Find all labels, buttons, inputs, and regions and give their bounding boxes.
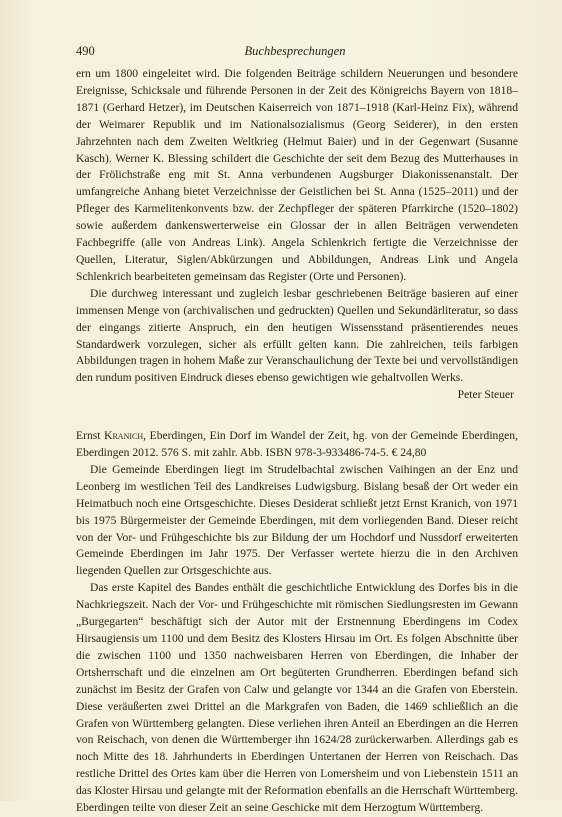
page-number: 490 [76, 44, 95, 58]
review2-paragraph-2: Das erste Kapitel des Bandes enthält die geschichtliche Entwicklung des Dorfes bis in die Nachkriegszeit. Nach der Vor- und Frühgeschichte mit römischen Siedlungsresten im Gewann „Burgegarten“ beschäftigt sich der Autor mit der Erstnennung Eberdingens im Codex Hirsaugiensis um 1100 und dem Besitz des Klosters Hirsau im Ort. Es folgen Abschnitte über die zwischen 1100 und 1350 nachweisbaren Herren von Eberdingen, die Inhaber der Ortsherrschaft und die einzelnen am Ort begüterten Grundherren. Eberdingen befand sich zunächst im Besitz der Grafen von Calw und gelangte vor 1344 an die Grafen von Eberstein. Diese veräußerten zwei Drittel an die Markgrafen von Baden, die 1469 schließlich an die Grafen von Württemberg gelangten. Diese verliehen ihren Anteil an Eberdingen an die Herren von Reischach, von denen die Württemberger ihn 1624/28 zurückerwarben. Allerdings gab es noch Mitte des 18. Jahrhunderts in Eberdingen Untertanen der Herren von Reischach. Das restliche Drittel des Ortes kam über die Herren von Lomersheim und von Liebenstein 1511 an das Kloster Hirsau und gelangte mit der Reformation ebenfalls an die Herrschaft Württemberg. Eberdingen teilte von dieser Zeit an seine Geschicke mit dem Herzogtum Württemberg. [76, 581, 518, 815]
page-body [76, 66, 518, 817]
citation-details: , Eberdingen, Ein Dorf im Wandel der Zeit, hg. von der Gemeinde Eberdingen, Eberdingen 2012. 576 S. mit zahlr. Abb. ISBN 978-3-933486-74-5. € 24,80 [76, 429, 518, 460]
book-citation [76, 428, 518, 462]
citation-first-name: Ernst [76, 429, 105, 443]
citation-author: Kranich [104, 429, 144, 443]
review1-paragraph-1: ern um 1800 eingeleitet wird. Die folgenden Beiträge schildern Neuerungen und besondere Ereignisse, Schicksale und führende Personen in der Zeit des Königreichs Bayern von 1818–1871 (Gerhard Hetzer), im Deutschen Kaiserreich von 1871–1918 (Karl-Heinz Fix), während der Weimarer Republik und im Nationalsozialismus (Georg Seiderer), in den ersten Jahrzehnten nach dem Zweiten Weltkrieg (Helmut Baier) und in der Gegenwart (Susanne Kasch). Werner K. Blessing schildert die Geschichte der seit dem Bezug des Mutterhauses in der Frölichstraße eng mit St. Anna verbundenen Augsburger Diakonissenanstalt. Der umfangreiche Anhang bietet Verzeichnisse der Geistlichen bei St. Anna (1525–2011) und der Pfleger des Karmelitenkonvents bzw. der Zechpfleger der späteren Pfarrkirche (1520–1802) sowie außerdem dankenswerterweise ein Glossar der in allen Beiträgen verwendeten Fachbegriffe (alle von Andreas Link). Angela Schlenkrich fertigte die Verzeichnisse der Quellen, Literatur, Siglen/Abkürzungen und Abbildungen, Andreas Link und Angela Schlenkrich bearbeiteten gemeinsam das Register (Orte und Personen). [76, 67, 518, 283]
review2-paragraph-1: Die Gemeinde Eberdingen liegt im Strudelbachtal zwischen Vaihingen an der Enz und Leonberg im westlichen Teil des Landkreises Ludwigsburg. Bislang besaß der Ort weder ein Heimatbuch noch eine Ortsgeschichte. Dieses Desiderat schließt jetzt Ernst Kranich, von 1971 bis 1975 Bürgermeister der Gemeinde Eberdingen, mit dem vorliegenden Band. Dieser reicht von der Vor- und Frühgeschichte bis zur Bildung der um Hochdorf und Nussdorf erweiterten Gemeinde Eberdingen im Jahr 1975. Der Verfasser wertete hierzu die in den Archiven liegenden Quellen zur Ortsgeschichte aus. [76, 462, 518, 578]
section-gap [76, 404, 518, 428]
running-title: Buchbesprechungen [244, 44, 346, 58]
review1-paragraph-2: Die durchweg interessant und zugleich lesbar geschriebenen Beiträge basieren auf einer immensen Menge von (archivalischen und gedruckten) Quellen und Sekundärliteratur, so dass der eingangs zitierte Anspruch, ein den heutigen Wissensstand präsentierendes neues Standardwerk vorzulegen, sicher als erfüllt gelten kann. Die zahlreichen, teils farbigen Abbildungen tragen in hohem Maße zur Veranschaulichung der Texte bei und vervollständigen den rundum positiven Eindruck dieses ebenso gewichtigen wie gehaltvollen Werks. [76, 286, 518, 385]
reviewer-signature: Peter Steuer [457, 388, 514, 402]
page-header [76, 44, 514, 60]
